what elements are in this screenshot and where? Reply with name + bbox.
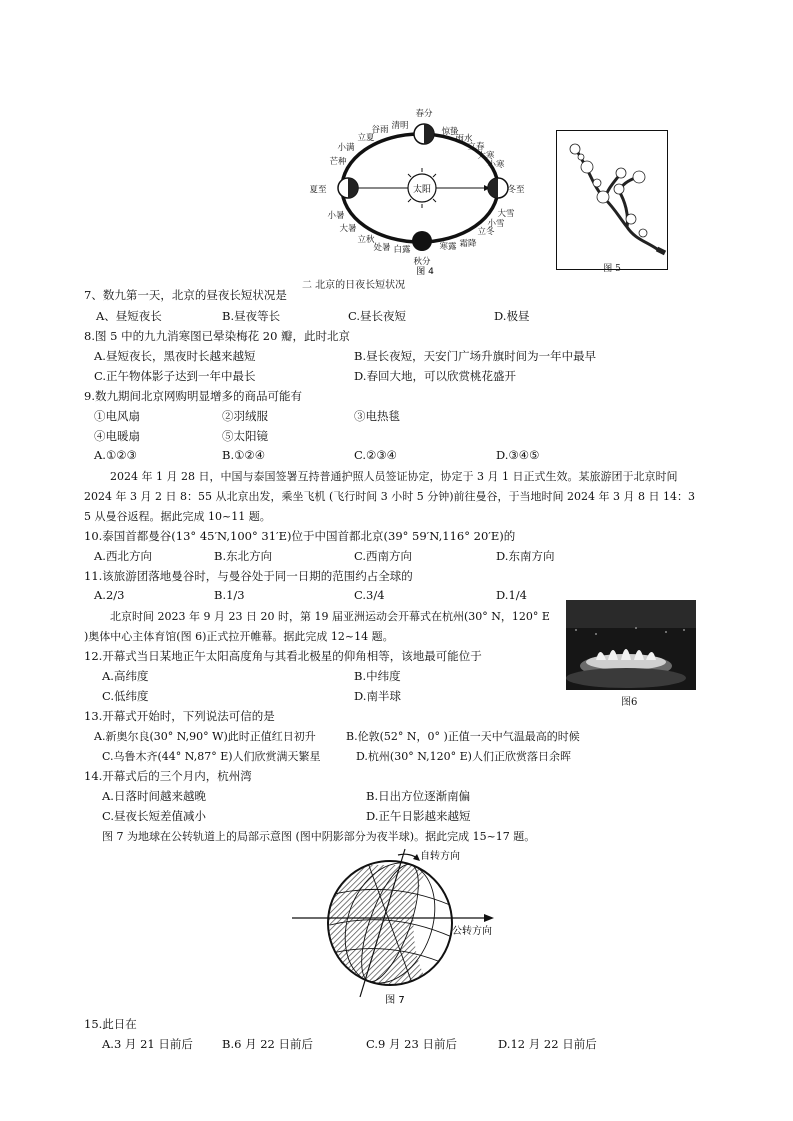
q9-option-c[interactable]: C.②③④ [354, 448, 397, 462]
solar-term-label: 处暑 [373, 243, 391, 253]
rotation-label: 自转方向 [420, 851, 460, 862]
q11-option-c[interactable]: C.3/4 [354, 588, 385, 602]
solar-term-label: 清明 [391, 121, 409, 131]
earth-summer-solstice-icon [338, 178, 358, 198]
q11-option-a[interactable]: A.2/3 [94, 588, 125, 602]
figure-5-caption: 图 5 [603, 264, 621, 274]
solar-term-label: 小暑 [327, 211, 345, 221]
q10-stem: 10.泰国首都曼谷(13° 45′N,100° 31′E)位于中国首都北京(39° 59′N,116° 20′E)的 [84, 529, 516, 543]
solar-term-label: 秋分 [413, 257, 431, 267]
q11-option-b[interactable]: B.1/3 [214, 588, 245, 602]
q11-stem: 11.该旅游团落地曼谷时，与曼谷处于同一日期的范围约占全球的 [84, 569, 413, 583]
solar-term-label: 大暑 [339, 224, 357, 234]
q13-option-c[interactable]: C.乌鲁木齐(44° N,87° E)人们欣赏满天繁星 [102, 750, 321, 763]
earth-winter-solstice-icon [488, 178, 508, 198]
passage-2-line-2: )奥体中心主体育馆(图 6)正式拉开帷幕。据此完成 12~14 题。 [84, 630, 394, 643]
figure-4-cut-text: 二 北京的日夜长短状况 [302, 280, 406, 291]
solar-term-label: 立冬 [477, 227, 495, 237]
q9-item-4: ④电暖扇 [94, 429, 140, 443]
q14-stem: 14.开幕式后的三个月内，杭州湾 [84, 769, 252, 783]
q10-option-b[interactable]: B.东北方向 [214, 549, 273, 563]
q12-stem: 12.开幕式当日某地正午太阳高度角与其看北极星的仰角相等，该地最可能位于 [84, 649, 482, 663]
q9-option-a[interactable]: A.①②③ [94, 448, 137, 462]
figure-6-caption: 图6 [621, 697, 638, 708]
earth-autumn-equinox-icon [412, 231, 432, 251]
solar-term-label: 夏至 [309, 185, 327, 195]
q12-option-c[interactable]: C.低纬度 [102, 689, 149, 703]
passage-1-line-1: 2024 年 1 月 28 日，中国与泰国签署互持普通护照人员签证协定，协定于 3 月 1 日正式生效。某旅游团于北京时间 [110, 470, 678, 483]
solar-term-label: 雨水 [455, 134, 473, 144]
q10-option-d[interactable]: D.东南方向 [496, 549, 555, 563]
q9-item-2: ②羽绒服 [222, 409, 268, 423]
q8-option-d[interactable]: D.春回大地，可以欣赏桃花盛开 [354, 369, 516, 383]
passage-3: 图 7 为地球在公转轨道上的局部示意图 (图中阴影部分为夜半球)。据此完成 15~17 题。 [102, 830, 536, 843]
figure-4-caption: 图 4 [416, 267, 434, 277]
q10-option-a[interactable]: A.西北方向 [94, 549, 152, 563]
q9-stem: 9.数九期间北京网购明显增多的商品可能有 [84, 389, 302, 403]
q14-option-d[interactable]: D.正午日影越来越短 [366, 809, 471, 823]
solar-term-label: 小雪 [487, 219, 505, 229]
passage-2-line-1: 北京时间 2023 年 9 月 23 日 20 时，第 19 届亚洲运动会开幕式在杭州(30° N，120° E [110, 610, 550, 623]
q8-stem: 8.图 5 中的九九消寒图已晕染梅花 20 瓣，此时北京 [84, 329, 351, 343]
q9-item-5: ⑤太阳镜 [222, 429, 268, 443]
q13-option-a[interactable]: A.新奥尔良(30° N,90° W)此时正值红日初升 [94, 730, 316, 743]
q12-option-b[interactable]: B.中纬度 [354, 669, 401, 683]
q7-option-c[interactable]: C.昼长夜短 [348, 309, 407, 323]
q9-option-b[interactable]: B.①②④ [222, 448, 266, 462]
earth-spring-equinox-icon [414, 124, 434, 144]
sun-label: 太阳 [412, 185, 432, 195]
solar-term-label: 芒种 [329, 157, 347, 167]
q12-option-a[interactable]: A.高纬度 [102, 669, 149, 683]
figure-6-stadium-photo [566, 600, 696, 690]
q12-option-d[interactable]: D.南半球 [354, 689, 401, 703]
passage-1-line-2: 2024 年 3 月 2 日 8：55 从北京出发，乘坐飞机 (飞行时间 3 小时 5 分钟)前往曼谷，于当地时间 2024 年 3 月 8 日 14：3 [84, 490, 695, 503]
q11-option-d[interactable]: D.1/4 [496, 588, 527, 602]
q14-option-a[interactable]: A.日落时间越来越晚 [102, 789, 206, 803]
passage-1-line-3: 5 从曼谷返程。据此完成 10~11 题。 [84, 510, 271, 523]
q9-item-3: ③电热毯 [354, 409, 400, 423]
solar-term-label: 小满 [337, 143, 355, 153]
solar-term-label: 立春 [467, 142, 485, 152]
q15-option-c[interactable]: C.9 月 23 日前后 [366, 1037, 457, 1051]
solar-term-label: 春分 [415, 109, 433, 119]
q7-option-b[interactable]: B.昼夜等长 [222, 309, 281, 323]
solar-term-label: 惊蛰 [441, 127, 459, 137]
revolution-label: 公转方向 [452, 926, 492, 937]
q15-option-a[interactable]: A.3 月 21 日前后 [102, 1037, 193, 1051]
solar-term-label: 立夏 [357, 133, 375, 143]
solar-term-label: 大雪 [497, 209, 515, 219]
solar-term-label: 大寒 [477, 151, 495, 161]
figure-7-caption: 图 7 [385, 995, 405, 1006]
solar-term-label: 小寒 [487, 160, 505, 170]
q15-option-b[interactable]: B.6 月 22 日前后 [222, 1037, 314, 1051]
solar-term-label: 寒露 [439, 242, 457, 252]
solar-term-label: 霜降 [459, 239, 477, 249]
q13-option-b[interactable]: B.伦敦(52° N，0° )正值一天中气温最高的时候 [346, 730, 580, 743]
solar-term-label: 冬至 [507, 185, 525, 195]
solar-term-label: 白露 [393, 245, 411, 255]
q8-option-c[interactable]: C.正午物体影子达到一年中最长 [94, 369, 256, 383]
solar-term-label: 立秋 [357, 235, 375, 245]
solar-term-label: 谷雨 [371, 125, 389, 135]
q7-option-a[interactable]: A、昼短夜长 [96, 309, 162, 323]
q10-option-c[interactable]: C.西南方向 [354, 549, 413, 563]
q14-option-b[interactable]: B.日出方位逐渐南偏 [366, 789, 471, 803]
q13-stem: 13.开幕式开始时，下列说法可信的是 [84, 709, 275, 723]
q9-option-d[interactable]: D.③④⑤ [496, 448, 540, 462]
q15-option-d[interactable]: D.12 月 22 日前后 [498, 1037, 597, 1051]
q8-option-b[interactable]: B.昼长夜短，天安门广场升旗时间为一年中最早 [354, 349, 597, 363]
figure-5-plum-blossom [556, 130, 668, 274]
q13-option-d[interactable]: D.杭州(30° N,120° E)人们正欣赏落日余晖 [356, 750, 571, 763]
q7-option-d[interactable]: D.极昼 [494, 309, 530, 323]
figure-7-globe-diagram [290, 845, 510, 1010]
q15-stem: 15.此日在 [84, 1017, 137, 1031]
q9-item-1: ①电风扇 [94, 409, 140, 423]
q7-stem: 7、数九第一天，北京的昼夜长短状况是 [84, 288, 287, 302]
q14-option-c[interactable]: C.昼夜长短差值减小 [102, 809, 207, 823]
q8-option-a[interactable]: A.昼短夜长，黑夜时长越来越短 [94, 349, 256, 363]
revolution-arrow-head-icon [484, 914, 494, 922]
